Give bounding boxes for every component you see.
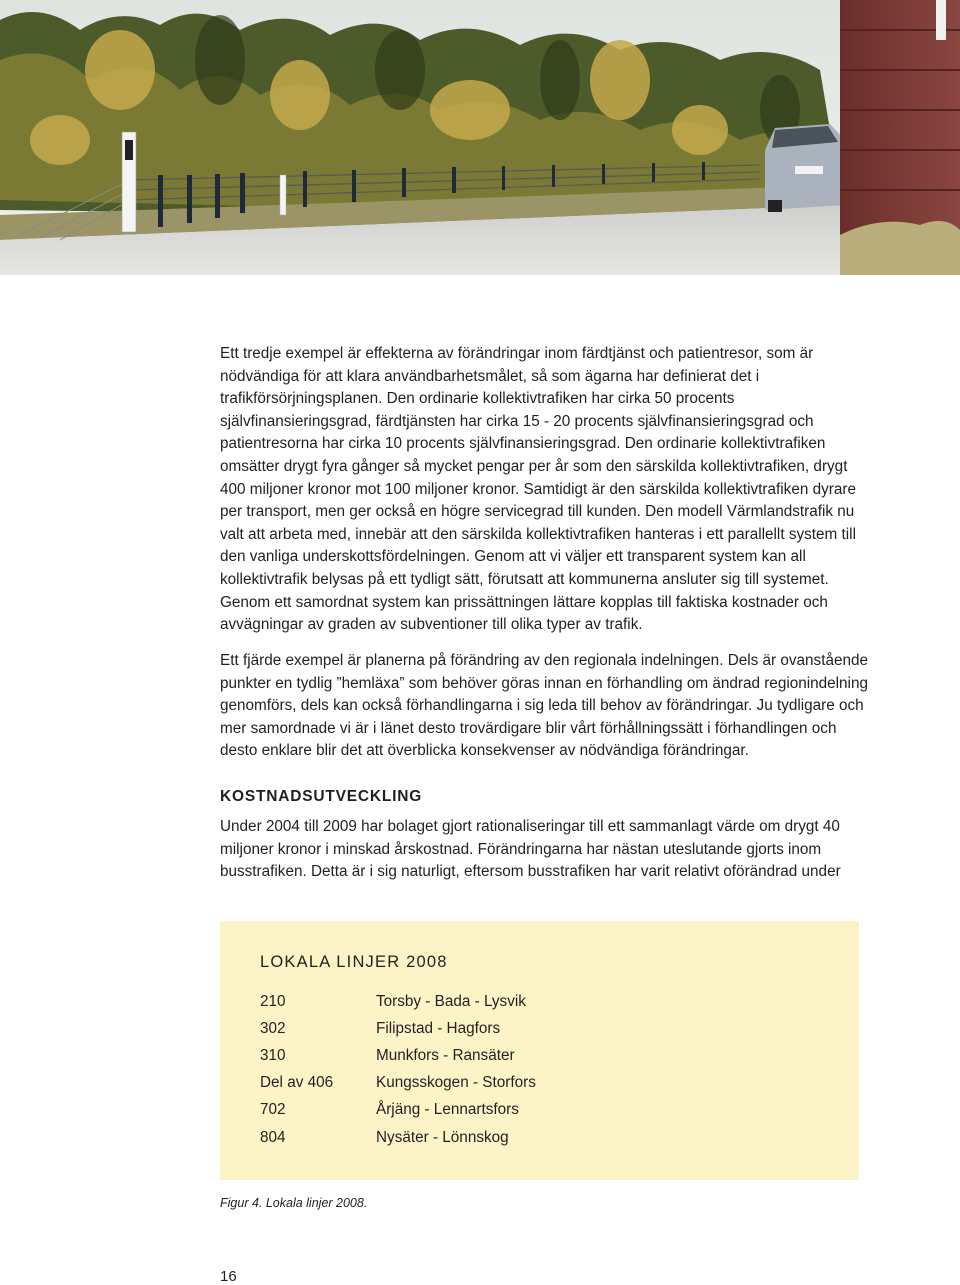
page-number: 16 [220, 1268, 237, 1285]
route-number: 310 [260, 1046, 286, 1064]
body-paragraph-3: Under 2004 till 2009 har bolaget gjort rationaliseringar till ett sammanlagt värde om drygt 40 miljoner kronor i minskad årskostnad. Förändringarna har nästan uteslutande gjorts inom busstrafiken. Detta är i sig naturligt, eftersom busstrafiken har varit relativt oförändrad under [220, 818, 841, 881]
route-row [260, 1070, 820, 1097]
route-row [260, 1097, 820, 1124]
route-row [260, 1124, 820, 1151]
route-name: Munkfors - Ransäter [376, 1046, 515, 1064]
route-row [260, 1015, 820, 1042]
routes-list [260, 988, 820, 1151]
route-number: 804 [260, 1128, 286, 1146]
route-number: 210 [260, 992, 286, 1010]
route-row [260, 988, 820, 1015]
box-title: LOKALA LINJER 2008 [260, 953, 448, 971]
section-heading: KOSTNADSUTVECKLING [220, 788, 423, 805]
figure-caption: Figur 4. Lokala linjer 2008. [220, 1196, 368, 1210]
route-number: Del av 406 [260, 1074, 334, 1092]
route-row [260, 1042, 820, 1069]
route-number: 702 [260, 1101, 286, 1119]
local-lines-box [220, 921, 859, 1180]
photo-illustration [0, 0, 960, 275]
route-name: Filipstad - Hagfors [376, 1019, 501, 1037]
route-name: Nysäter - Lönnskog [376, 1128, 509, 1146]
route-number: 302 [260, 1019, 286, 1037]
body-paragraph-2: Ett fjärde exempel är planerna på förändring av den regionala indelningen. Dels är ovanstående punkter en tydlig ”hemläxa” som behöver göras innan en förhandling om ändrad regionindelning genomförs, dels kan också förhandlingarna i sig leda till behov av förändringar. Ju tydligare och mer samordnade vi är i länet desto trovärdigare blir vårt förhållningssätt i förhandlingen och desto enklare blir det att överblicka konsekvenser av nödvändiga förändringar. [220, 652, 868, 760]
route-name: Årjäng - Lennartsfors [376, 1101, 519, 1119]
route-name: Kungsskogen - Storfors [376, 1074, 536, 1092]
body-paragraph-1: Ett tredje exempel är effekterna av förändringar inom färdtjänst och patientresor, som är nödvändiga för att klara användbarhetsmålet, så som ägarna har definierat det i trafikförsörjningsplanen. Den ordinarie kollektivtrafiken har cirka 50 procents självfinansieringsgrad, färdtjänsten har cirka 15 - 20 procents självfinansieringsgrad och patientresorna har cirka 10 procents självfinansieringsgrad. Den ordinarie kollektivtrafiken omsätter drygt fyra gånger så mycket pengar per år som den särskilda kollektivtrafiken, drygt 400 miljoner kronor mot 100 miljoner kronor. Samtidigt är den särskilda kollektivtrafiken dyrare per transport, men ger också en högre servicegrad till kunden. Den modell Värmlandstrafik nu valt att arbeta med, innebär att den särskilda kollektivtrafiken hanteras i ett parallellt system till den vanliga underskottsfördelningen. Genom att vi väljer ett transparent system kan all kollektivtrafik belysas på ett tydligt sätt, förutsatt att kommunerna ansluter sig till systemet. Genom ett samordnat system kan prissättningen lättare kopplas till faktiska kostnader och avvägningar av graden av subventioner till olika typer av trafik. [220, 345, 856, 634]
road-guardrail-photo [0, 0, 960, 275]
route-name: Torsby - Bada - Lysvik [376, 992, 526, 1010]
